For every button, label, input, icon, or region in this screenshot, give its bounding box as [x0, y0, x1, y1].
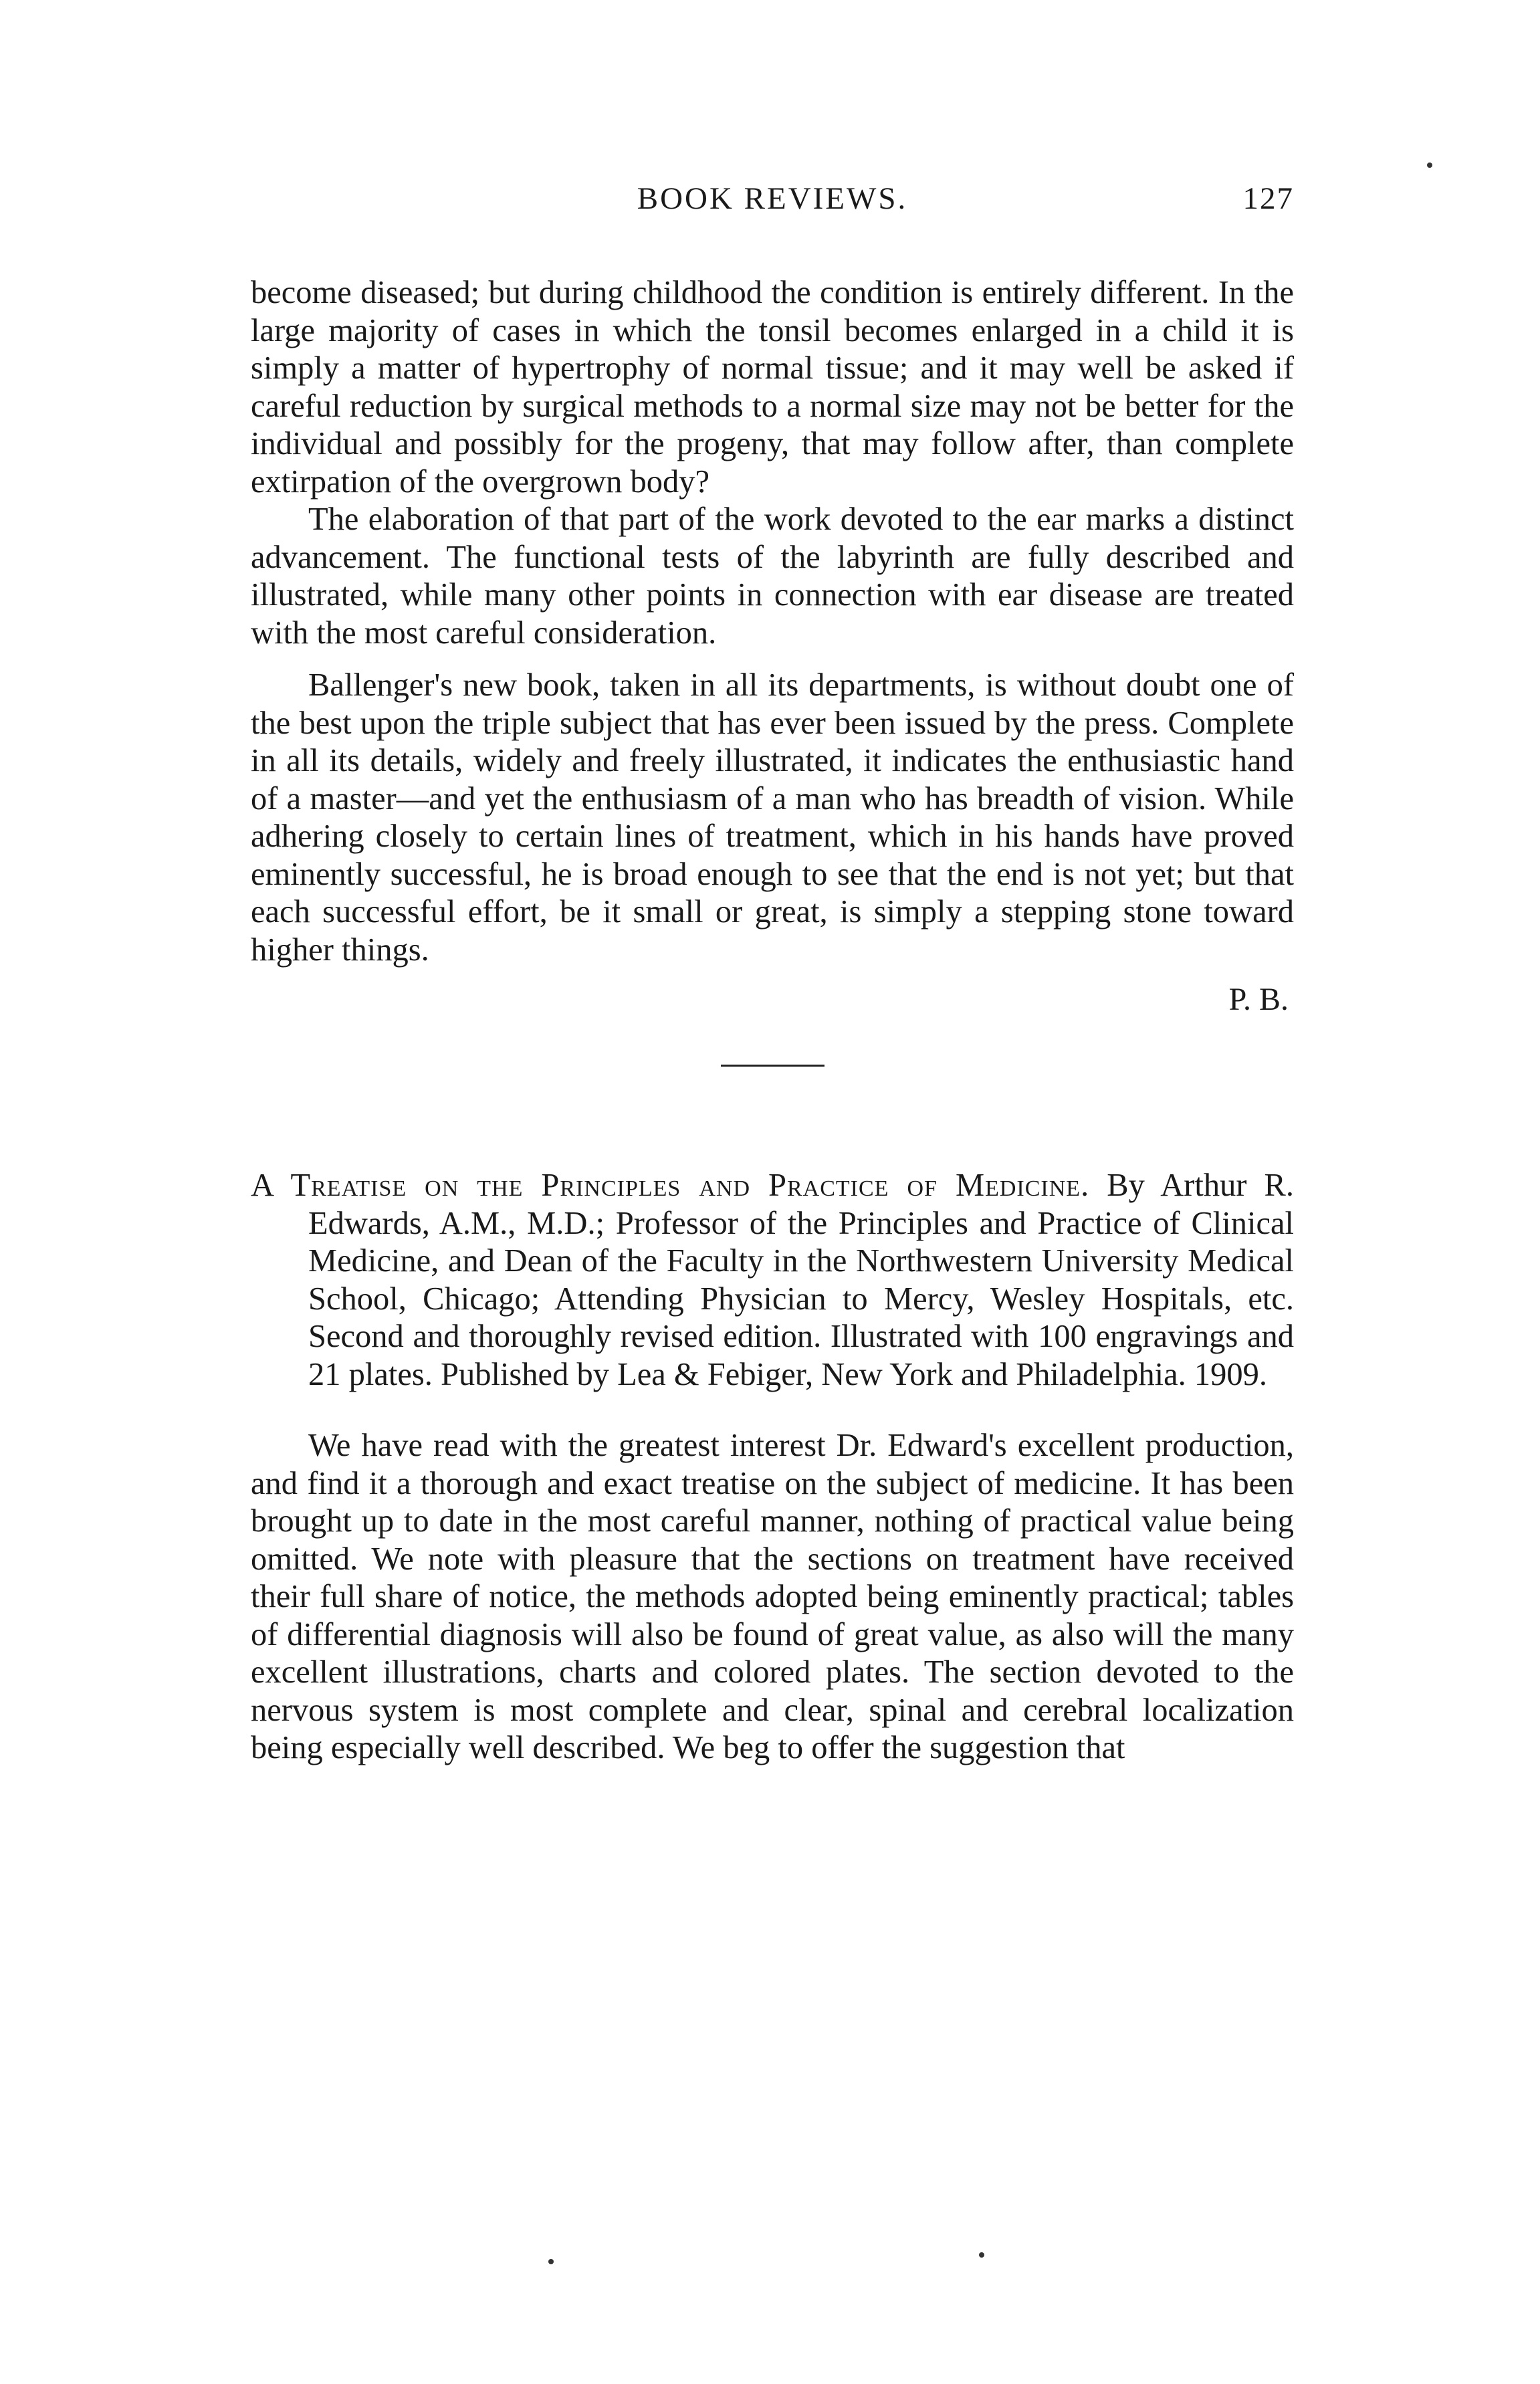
margin-mark [1427, 162, 1432, 168]
footer-dot-left [548, 2259, 554, 2264]
citation-title: A Treatise on the Principles and Practice of Medicine. [251, 1168, 1090, 1203]
book-citation [251, 1167, 1294, 1394]
reviewer-signature: P. B. [1228, 982, 1289, 1017]
running-head [251, 181, 1294, 234]
review-edwards [251, 1167, 1294, 1767]
review-paragraph: become diseased; but during childhood the condition is entirely different. In the large majority of cases in which the tonsil becomes enlarged in a child it is simply a matter of hypertrophy of normal tissue; and it may well be asked if careful reduction by surgical methods to a normal size may not be better for the individual and possibly for the progeny, that may follow after, than complete extirpation of the overgrown body? [251, 275, 1294, 500]
review-paragraph: Ballenger's new book, taken in all its departments, is without doubt one of the best upon the triple subject that has ever been issued by the press. Complete in all its details, widely and freely illustrated, it indicates the enthusiastic hand of a master—and yet the enthusiasm of a man who has breadth of vision. While adhering closely to certain lines of treatment, which in his hands have proved eminently successful, he is broad enough to see that the end is not yet; but that each successful effort, be it small or great, is simply a stepping stone toward higher things. [251, 667, 1294, 968]
review-paragraph: We have read with the greatest interest Dr. Edward's excellent production, and find it a thorough and exact treatise on the subject of medicine. It has been brought up to date in the most careful manner, nothing of practical value being omitted. We note with pleasure that the sections on treatment have received their full share of notice, the methods adopted being eminently practical; tables of differential diagnosis will also be found of great value, as also will the many excellent illustrations, charts and colored plates. The section devoted to the nervous system is most complete and clear, spinal and cerebral localization being especially well described. We beg to offer the suggestion that [251, 1428, 1294, 1765]
footer-dot-right [979, 2252, 984, 2258]
book-page [251, 181, 1294, 1767]
citation-details: By Arthur R. Edwards, A.M., M.D.; Professor of the Principles and Practice of Clinical Medicine, and Dean of the Faculty in the Northwestern University Medical School, Chicago; Attending Physician to Mercy, Wesley Hospitals, etc. Second and thoroughly revised edition. Illustrated with 100 engravings and 21 plates. Published by Lea & Febiger, New York and Philadelphia. 1909. [308, 1168, 1294, 1392]
review-paragraph: The elaboration of that part of the work devoted to the ear marks a distinct advancement. The functional tests of the labyrinth are fully described and illustrated, while many other points in connection with ear disease are treated with the most careful consideration. [251, 502, 1294, 651]
running-head-title: BOOK REVIEWS. [637, 181, 908, 216]
section-divider [721, 1065, 824, 1067]
review-ballenger [251, 274, 1294, 1018]
page-number: 127 [1242, 181, 1294, 216]
